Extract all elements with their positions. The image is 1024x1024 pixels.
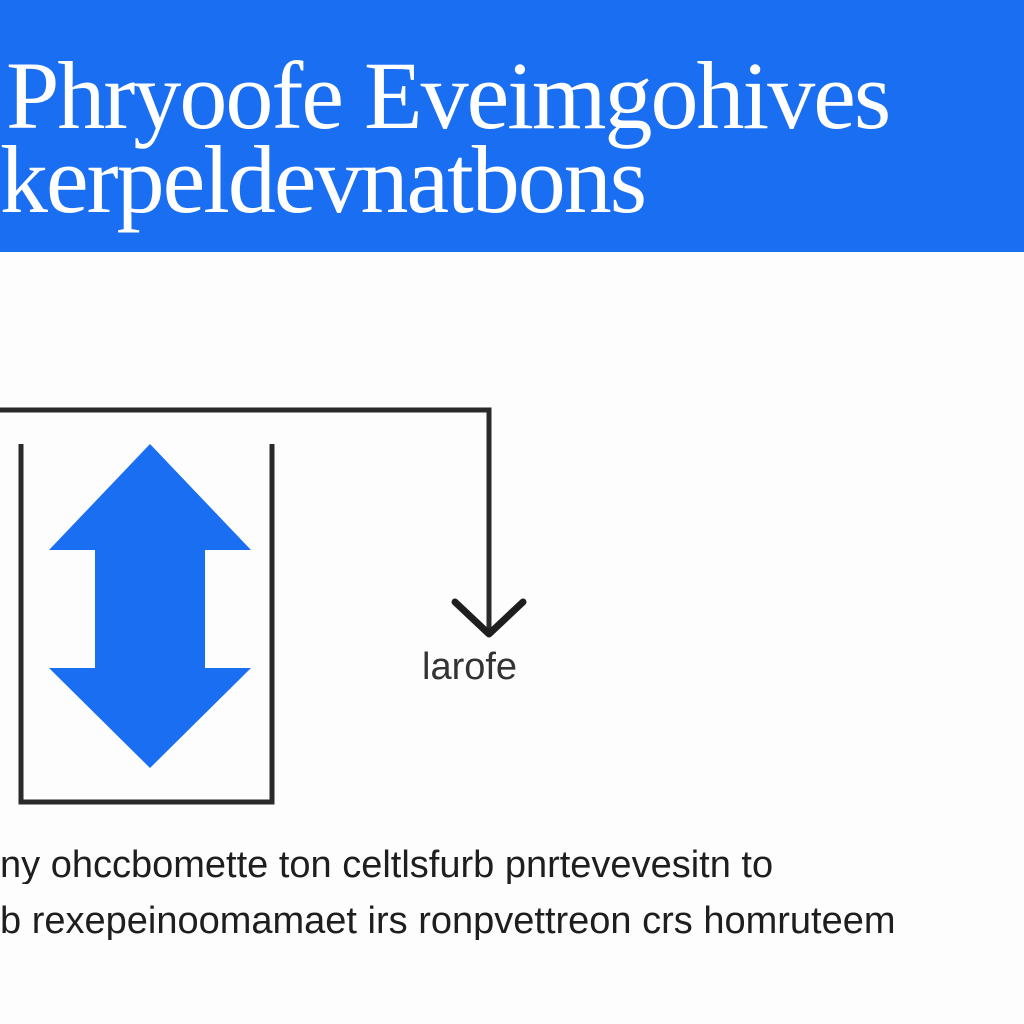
caption-line-2: b rexepeinoomamaet irs ronpvettreon crs homruteem xyxy=(0,902,896,940)
caption-line-1: ny ohccbomette ton celtlsfurb pnrtevevesitn to xyxy=(0,846,774,884)
connector-line xyxy=(0,410,489,632)
banner-title-line-1: Phryoofe Eveimgohives xyxy=(6,42,890,149)
banner-title-line-2: kerpeldevnatbons xyxy=(0,126,646,233)
up-down-arrow-icon xyxy=(49,444,251,768)
target-label: larofe xyxy=(422,646,518,688)
